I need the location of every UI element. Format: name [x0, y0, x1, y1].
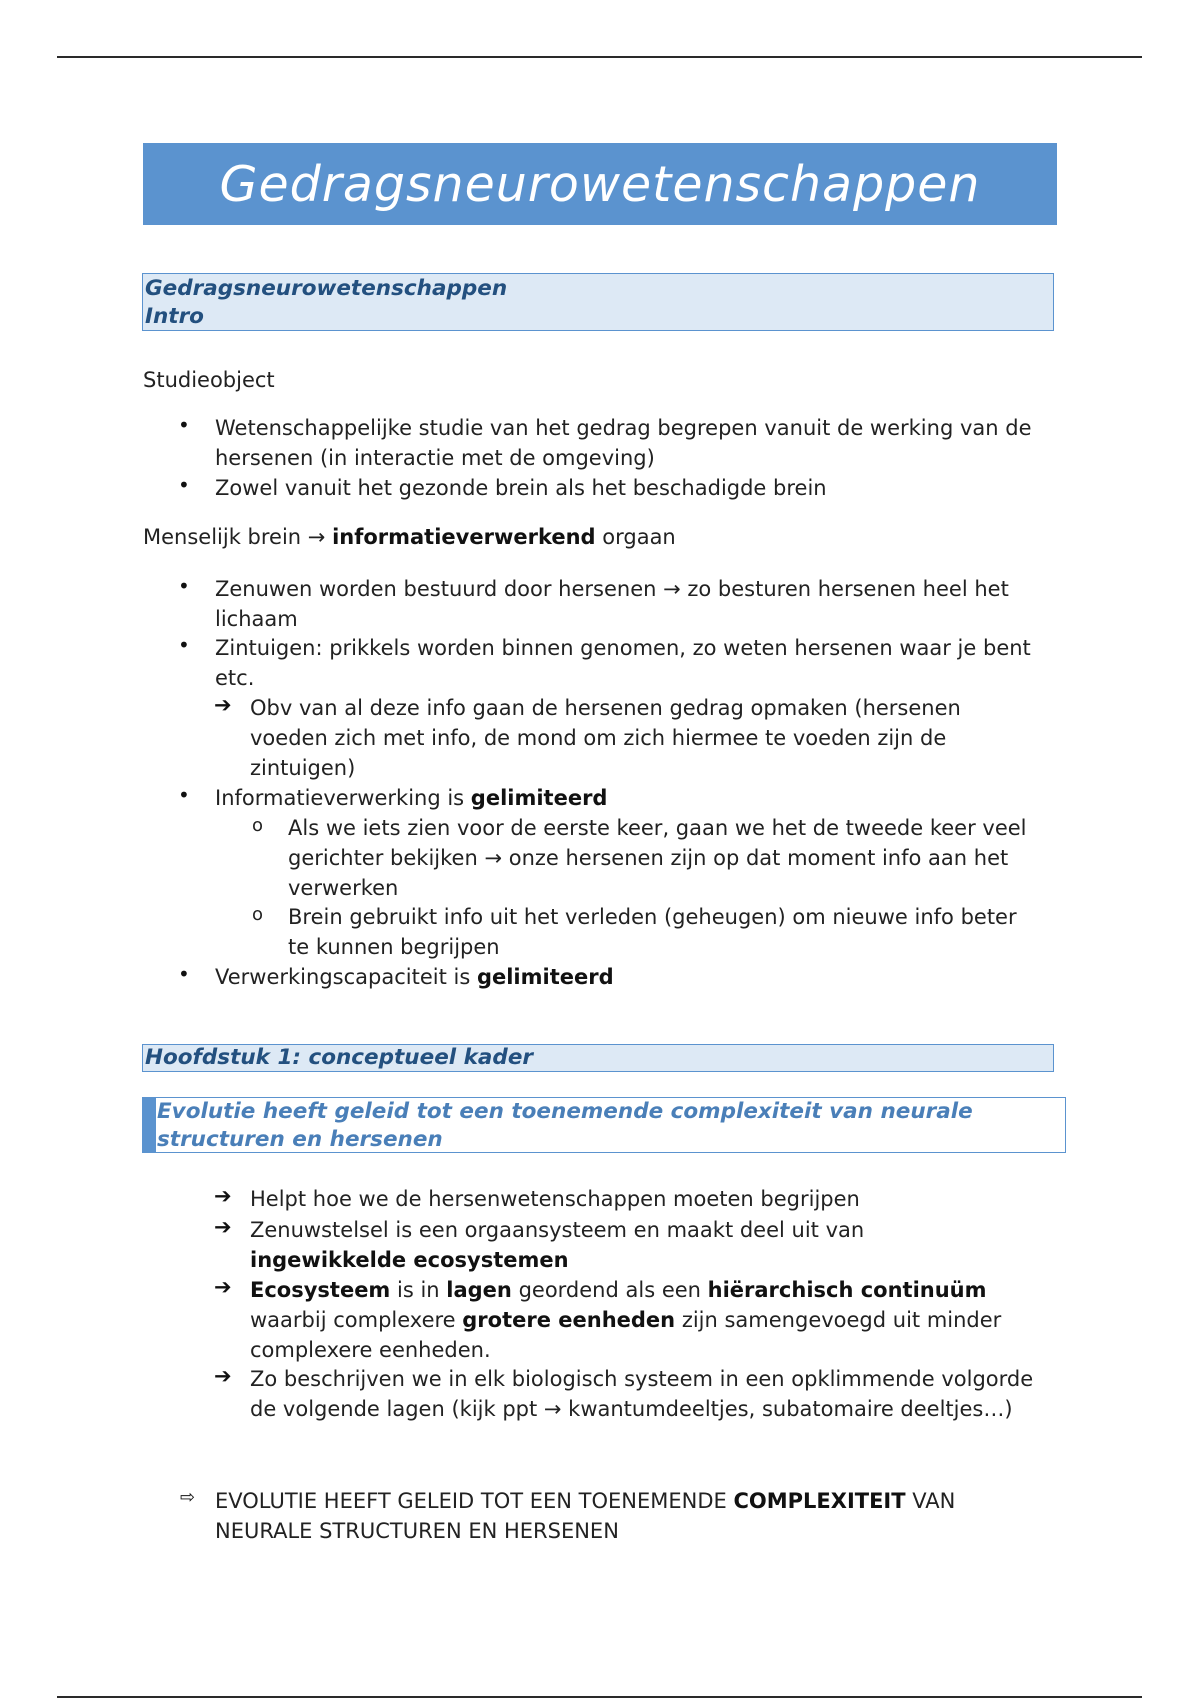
subheading: Evolutie heeft geleid tot een toenemende complexiteit van neurale structuren en hersenen — [142, 1097, 1066, 1153]
brein-bold: informatieverwerkend — [332, 525, 596, 549]
arrow-item-3-bold-3: hiërarchisch continuüm — [707, 1278, 987, 1302]
top-rule — [57, 56, 1142, 58]
section-heading-intro — [142, 273, 1054, 331]
bullet-icon: • — [178, 633, 190, 657]
bullet-icon: • — [178, 783, 190, 807]
bullet-icon: • — [178, 962, 190, 986]
brein-bullet-4 — [215, 962, 1055, 992]
section-heading-line2: Intro — [145, 304, 204, 329]
arrow-item-3-line1 — [250, 1275, 1070, 1305]
arrow-item-3 — [250, 1275, 1070, 1365]
studieobject-heading: Studieobject — [143, 368, 275, 392]
arrow-icon: ➔ — [214, 1275, 232, 1299]
brein-bullet-2: Zintuigen: prikkels worden binnen genomen, zo weten hersenen waar je bent etc. — [215, 636, 1031, 690]
circle-bullet-icon: o — [252, 815, 264, 836]
studieobject-bullet-2: Zowel vanuit het gezonde brein als het beschadigde brein — [215, 476, 827, 500]
bullet-icon: • — [178, 413, 190, 437]
arrow-icon: ➔ — [214, 1364, 232, 1388]
arrow-item-3-bold-2: lagen — [446, 1278, 512, 1302]
arrow-icon: ➔ — [214, 1184, 232, 1208]
brein-bullet-3-sub-1-text: Als we iets zien voor de eerste keer, gaan we het de tweede keer veel gerichter bekijken — [288, 816, 1027, 870]
brein-bullet-1: Zenuwen worden bestuurd door hersenen → zo besturen hersenen heel het lichaam — [215, 577, 1009, 631]
arrow-item-4: Zo beschrijven we in elk biologisch systeem in een opklimmende volgorde de volgende lagen (kijk ppt → kwantumdeeltjes, subatomaire deeltjes…) — [250, 1367, 1034, 1421]
brein-bullet-3 — [215, 783, 1055, 813]
arrow-item-3-text-2: geordend als een — [511, 1278, 708, 1302]
arrow-icon: ➔ — [214, 1215, 232, 1239]
conclusion-prefix: EVOLUTIE HEEFT GELEID TOT EEN TOENEMENDE — [215, 1489, 734, 1513]
arrow-item-2-text: Zenuwstelsel is een orgaansysteem en maakt deel uit van — [250, 1218, 865, 1242]
bullet-icon: • — [178, 473, 190, 497]
arrow-item-3-bold-4: grotere eenheden — [462, 1308, 676, 1332]
arrow-item-3-text-3: waarbij complexere — [250, 1308, 463, 1332]
arrow-item-2 — [250, 1215, 1050, 1275]
arrow-item-3-bold-1: Ecosysteem — [250, 1278, 391, 1302]
arrow-item-3-line2 — [250, 1305, 1070, 1365]
brein-bullet-4-prefix: Verwerkingscapaciteit is — [215, 965, 477, 989]
arrow-item-1: Helpt hoe we de hersenwetenschappen moeten begrijpen — [250, 1187, 860, 1211]
conclusion — [215, 1486, 1075, 1546]
conclusion-line2: NEURALE STRUCTUREN EN HERSENEN — [215, 1519, 619, 1543]
arrow-item-3-text-1: is in — [390, 1278, 447, 1302]
section-heading-line1: Gedragsneurowetenschappen — [145, 276, 508, 301]
brein-bullet-2-arrow: Obv van al deze info gaan de hersenen gedrag opmaken (hersenen voeden zich met info, de mond om zich hiermee te voeden zijn de zintuigen) — [250, 696, 961, 780]
brein-bullet-4-bold: gelimiteerd — [476, 965, 614, 989]
brein-bullet-3-bold: gelimiteerd — [470, 786, 608, 810]
conclusion-line1 — [215, 1486, 1075, 1516]
document-title: Gedragsneurowetenschappen — [143, 143, 1057, 225]
brein-bullet-3-sub-1-arrow-text: → onze hersenen zijn op dat moment info aan het verwerken — [288, 846, 1009, 900]
studieobject-bullet-1: Wetenschappelijke studie van het gedrag begrepen vanuit de werking van de hersenen (in interactie met de omgeving) — [215, 416, 1032, 470]
arrow-item-2-bold: ingewikkelde ecosystemen — [250, 1248, 569, 1272]
hollow-arrow-icon: ⇨ — [180, 1487, 196, 1508]
brein-prefix: Menselijk brein → — [143, 525, 333, 549]
circle-bullet-icon: o — [252, 904, 264, 925]
chapter-heading: Hoofdstuk 1: conceptueel kader — [142, 1044, 1054, 1072]
bottom-rule — [57, 1696, 1142, 1698]
brein-bullet-3-sub-1 — [288, 813, 1068, 903]
brein-suffix: orgaan — [595, 525, 676, 549]
brein-bullet-3-prefix: Informatieverwerking is — [215, 786, 471, 810]
arrow-icon: ➔ — [214, 693, 232, 717]
arrow-item-3-text-4: zijn samengevoegd uit minder complexere eenheden. — [250, 1308, 1002, 1362]
conclusion-suffix: VAN — [905, 1489, 956, 1513]
brein-bullet-3-sub-2: Brein gebruikt info uit het verleden (geheugen) om nieuwe info beter te kunnen begrijpen — [288, 905, 1017, 959]
conclusion-bold: COMPLEXITEIT — [733, 1489, 906, 1513]
bullet-icon: • — [178, 574, 190, 598]
brein-line — [143, 522, 676, 552]
